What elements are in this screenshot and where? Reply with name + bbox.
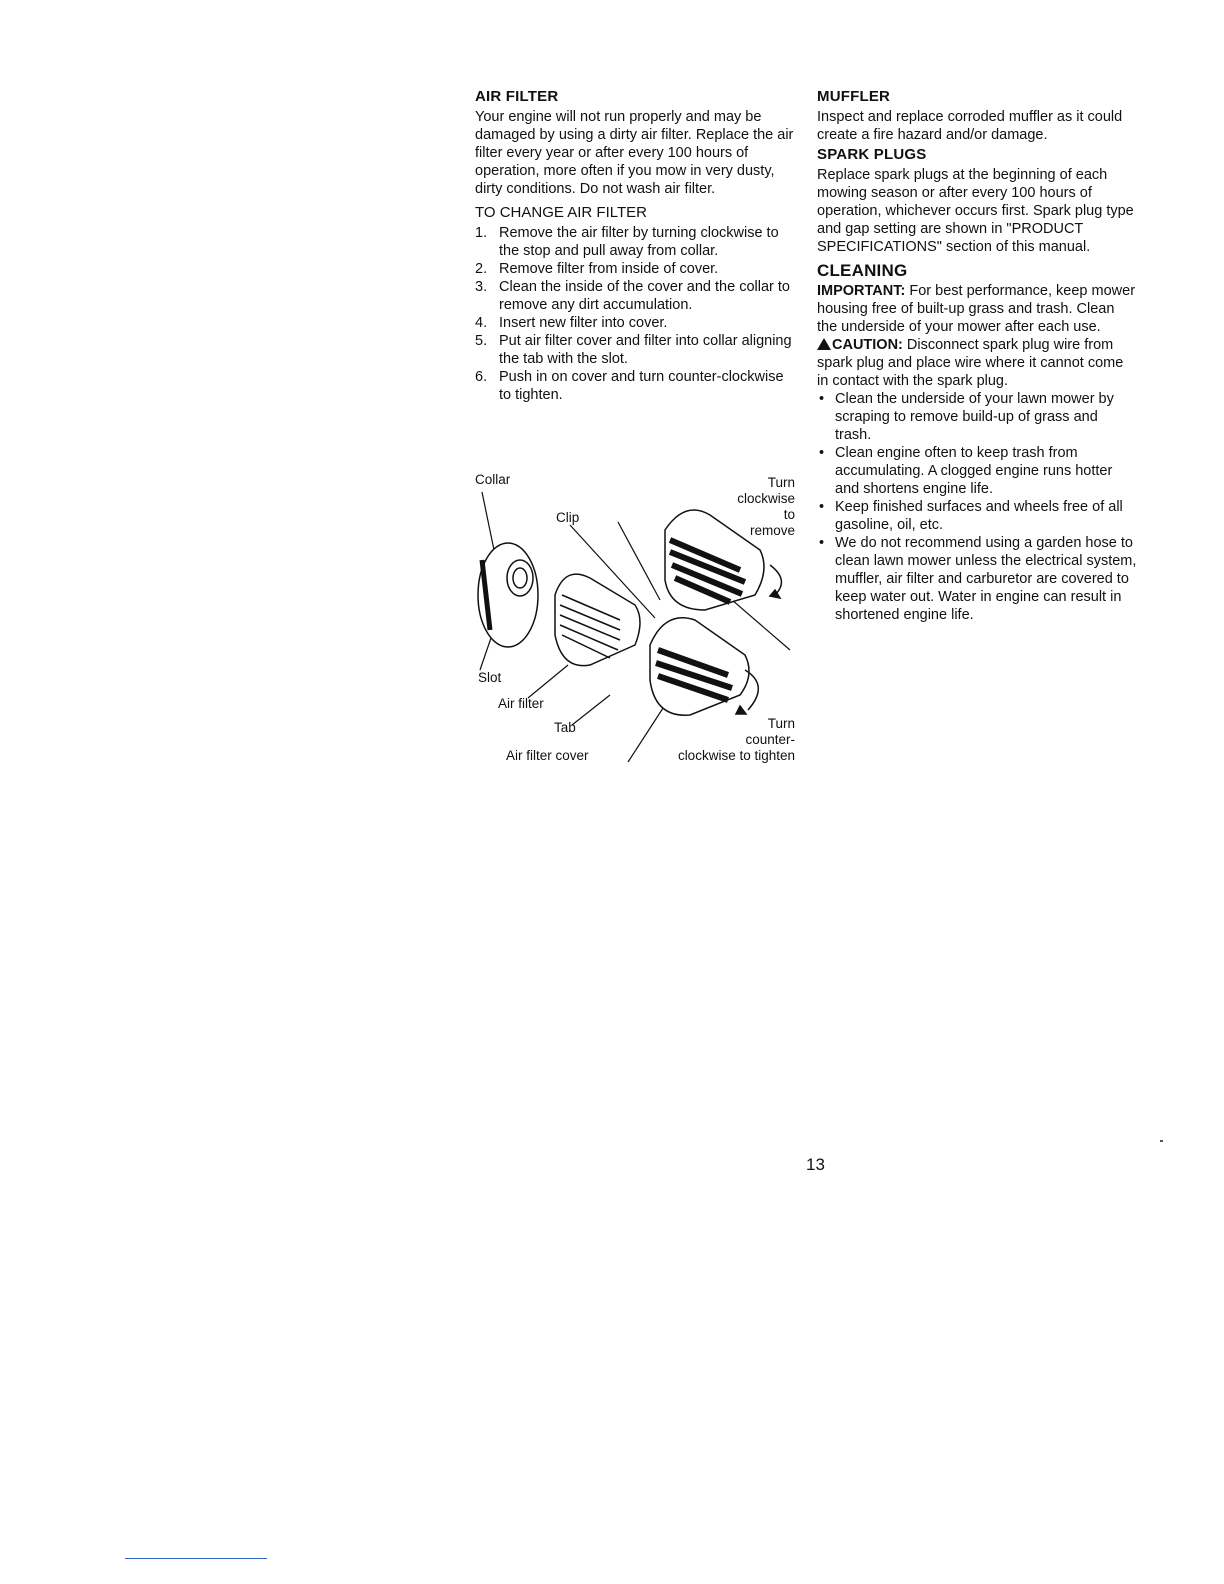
slot-label: Slot [478,670,502,685]
step-number: 6. [475,369,488,385]
step-text: Put air filter cover and filter into collar aligning the tab with the slot. [499,333,792,367]
muffler-heading: MUFFLER [817,88,891,105]
important-text: For best performance, keep mower housing free of built-up grass and trash. Clean the underside of your mower after each use. [817,283,1136,335]
change-steps-list [475,224,795,404]
step-number: 1. [475,225,488,241]
caution-paragraph [817,336,1137,390]
air-filter-diagram [470,470,800,770]
step-text: Push in on cover and turn counter-clockwise to tighten. [499,369,784,403]
step-item [475,368,795,404]
turn-counter-label-3: clockwise to tighten [677,748,795,763]
spark-plugs-heading: SPARK PLUGS [817,146,927,163]
step-text: Insert new filter into cover. [499,315,668,331]
clip-label: Clip [556,510,580,525]
tab-label: Tab [554,720,576,735]
caution-text: Disconnect spark plug wire from spark plug and place wire where it cannot come in contact with the spark plug. [817,337,1124,389]
turn-clockwise-label-1: Turn [767,475,795,490]
step-item [475,314,795,332]
step-text: Clean the inside of the cover and the collar to remove any dirt accumulation. [499,279,790,313]
step-item [475,260,795,278]
air-filter-heading: AIR FILTER [475,88,559,105]
bullet-item: • Clean the underside of your lawn mower by scraping to remove build-up of grass and trash. [817,390,1137,444]
air-filter-text: Your engine will not run properly and may be damaged by using a dirty air filter. Replace the air filter every year or after every 100 hours of operation, more often if you mow in very dusty, dirty conditions. Do not wash air filter. [475,109,794,197]
step-number: 2. [475,261,488,277]
page-number: 13 [806,1155,825,1174]
step-item [475,278,795,314]
step-number: 3. [475,279,488,295]
collar-label: Collar [475,472,511,487]
muffler-text: Inspect and replace corroded muffler as it could create a fire hazard and/or damage. [817,109,1123,143]
step-item [475,224,795,260]
cleaning-heading: CLEANING [817,261,908,280]
step-item [475,332,795,368]
important-label: IMPORTANT: [817,283,906,299]
turn-counter-label-1: Turn [767,716,795,731]
turn-clockwise-label-4: remove [749,523,795,538]
bullet-item: • Clean engine often to keep trash from accumulating. A clogged engine runs hotter and shortens engine life. [817,444,1137,498]
footer-link-underline [125,1558,267,1559]
important-paragraph [817,282,1137,336]
turn-counter-label-2: counter- [745,732,795,747]
right-column [817,88,1137,624]
warning-triangle-icon [817,338,831,350]
change-air-filter-heading: TO CHANGE AIR FILTER [475,204,647,221]
turn-clockwise-label-3: to [783,507,795,522]
turn-clockwise-label-2: clockwise [737,491,795,506]
air-filter-cover-label: Air filter cover [506,748,589,763]
air-filter-label: Air filter [498,696,544,711]
cleaning-bullet-list [817,390,1137,624]
step-text: Remove filter from inside of cover. [499,261,719,277]
scan-speck [1160,1140,1163,1142]
air-filter-illustration [470,470,800,770]
bullet-item: • We do not recommend using a garden hose to clean lawn mower unless the electrical system, muffler, air filter and carburetor are covered to keep water out. Water in engine can result in shortened engine life. [817,534,1137,624]
step-number: 5. [475,333,488,349]
left-column [475,88,795,404]
step-text: Remove the air filter by turning clockwise to the stop and pull away from collar. [499,225,779,259]
step-number: 4. [475,315,488,331]
caution-label: CAUTION: [832,337,903,353]
bullet-item: • Keep finished surfaces and wheels free of all gasoline, oil, etc. [817,498,1137,534]
spark-plugs-text: Replace spark plugs at the beginning of each mowing season or after every 100 hours of operation, whichever occurs first. Spark plug type and gap setting are shown in "PRODUCT SPECIFICATIONS" section of this manual. [817,167,1134,255]
